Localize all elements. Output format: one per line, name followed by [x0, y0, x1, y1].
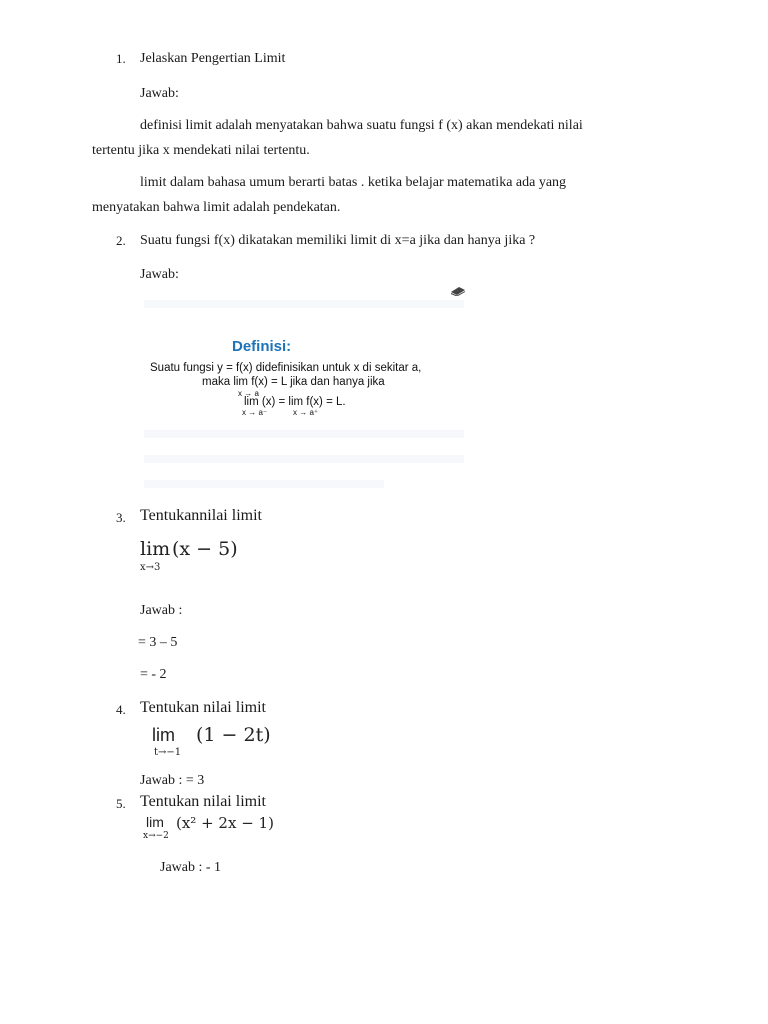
q5-answer: Jawab : - 1: [160, 860, 222, 875]
q5-lim: lim: [146, 814, 164, 830]
definition-line2: maka lim f(x) = L jika dan hanya jika: [202, 376, 385, 388]
q4-question: Tentukan nilai limit: [140, 699, 266, 716]
q2-answer-label: Jawab:: [140, 267, 179, 282]
q1-answer-label: Jawab:: [140, 86, 179, 101]
q5-expression-body: (x² + 2x − 1): [176, 814, 274, 832]
q1-paragraph2-line1: limit dalam bahasa umum berarti batas . ketika belajar matematika ada yang: [140, 175, 567, 190]
definition-line3: lim (x) = lim f(x) = L.: [244, 396, 346, 408]
q3-answer-label: Jawab :: [140, 603, 183, 618]
q3-lim: lim: [140, 538, 171, 560]
q1-paragraph1-line2: tertentu jika x mendekati nilai tertentu.: [92, 143, 310, 158]
definition-line2-subscript: x → a: [238, 389, 259, 398]
q5-number: 5.: [116, 796, 126, 811]
q2-number: 2.: [116, 233, 126, 248]
q1-number: 1.: [116, 51, 126, 66]
q5-question: Tentukan nilai limit: [140, 793, 266, 810]
definition-line3-subscript-right: x → a⁺: [293, 408, 319, 417]
q3-expression-subscript: x→3: [140, 562, 161, 573]
q1-question: Jelaskan Pengertian Limit: [140, 51, 286, 66]
q3-step2: = - 2: [140, 667, 167, 682]
definition-line1: Suatu fungsi y = f(x) didefinisikan untuk x di sekitar a,: [150, 362, 422, 374]
q3-step1: = 3 – 5: [138, 635, 178, 650]
q4-number: 4.: [116, 702, 126, 717]
q3-expression-body: (x − 5): [172, 538, 238, 560]
definition-line3-subscript-left: x → a⁻: [242, 408, 268, 417]
definition-title: Definisi:: [232, 338, 292, 355]
q1-paragraph1-line1: definisi limit adalah menyatakan bahwa suatu fungsi f (x) akan mendekati nilai: [140, 118, 583, 133]
q2-question: Suatu fungsi f(x) dikatakan memiliki limit di x=a jika dan hanya jika ?: [140, 233, 536, 248]
q4-answer: Jawab : = 3: [140, 773, 205, 788]
q3-number: 3.: [116, 510, 126, 525]
q1-paragraph2-line2: menyatakan bahwa limit adalah pendekatan.: [92, 200, 341, 215]
q4-expression-body: (1 − 2t): [196, 724, 271, 746]
q4-expression-subscript: t→−1: [154, 747, 182, 758]
q4-lim: lim: [152, 725, 175, 745]
q5-expression-subscript: x→−2: [143, 831, 169, 841]
q3-question: Tentukannilai limit: [140, 507, 262, 524]
